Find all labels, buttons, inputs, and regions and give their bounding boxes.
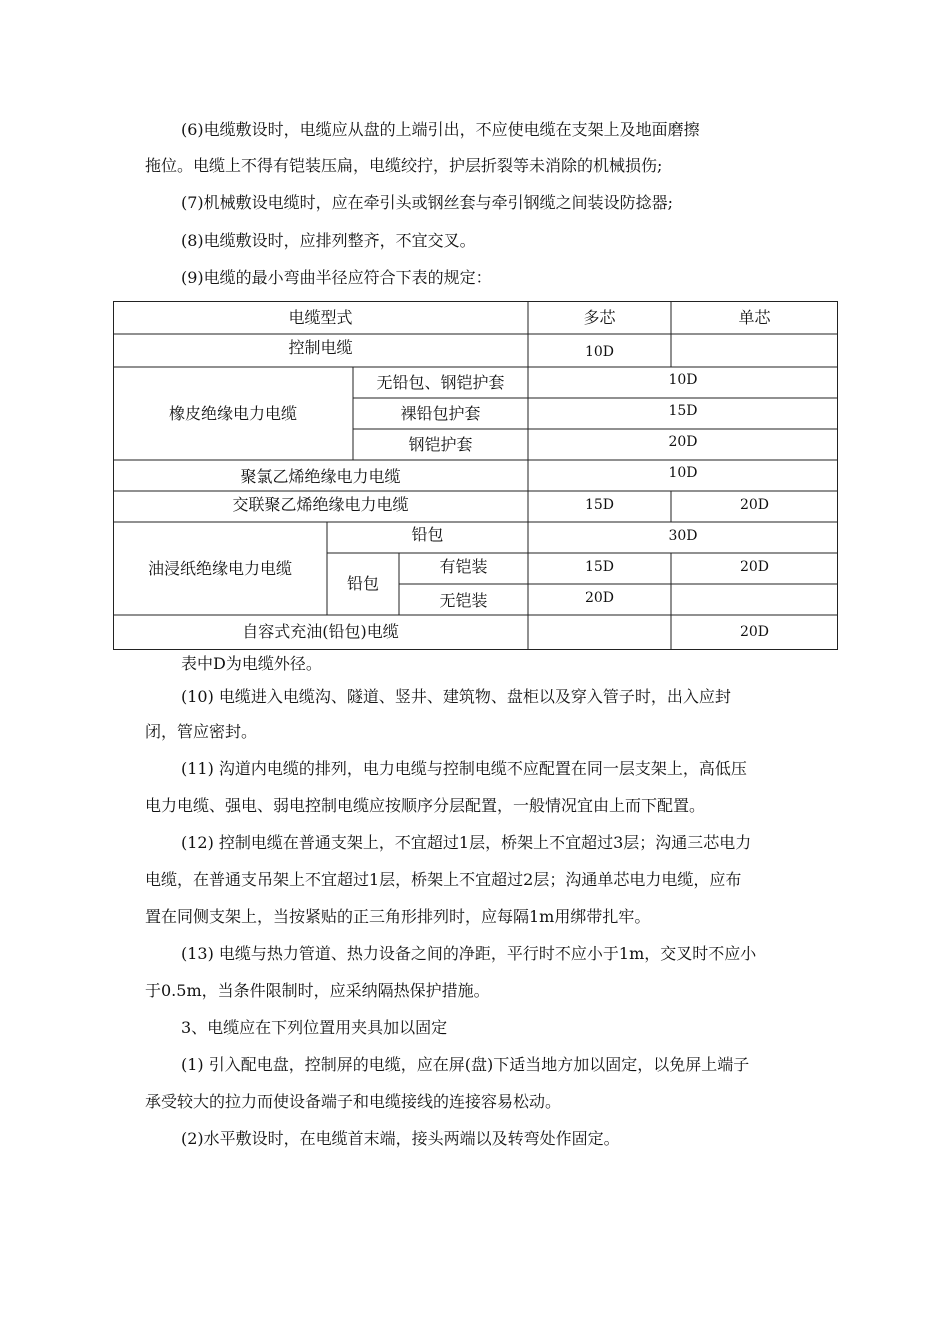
row-pvc-cable-value: 10D [668,465,698,481]
row-rubber-sub-1: 无铅包、钢铠护套 [376,372,505,392]
row-oil-lead-label: 铅包 [411,524,444,544]
paragraph-11-line-2: 电力电缆、强电、弱电控制电缆应按顺序分层配置，一般情况宜由上而下配置。 [145,796,706,815]
row-oil-unarmored-label: 无铠装 [439,590,488,610]
row-oil-lead-group-label: 铅包 [346,574,379,593]
row-rubber-cable-label: 橡皮绝缘电力电缆 [168,403,297,423]
paragraph-12-line-1: (12) 控制电缆在普通支架上，不宜超过1层，桥架上不宜超过3层；沟通三芯电力 [181,833,752,852]
row-control-cable-label: 控制电缆 [288,338,353,357]
row-xlpe-cable-label: 交联聚乙烯绝缘电力电缆 [232,494,409,514]
paragraph-13-line-1: (13) 电缆与热力管道、热力设备之间的净距，平行时不应小于1m，交叉时不应小 [181,944,757,963]
header-single-core: 单芯 [738,308,771,327]
row-oil-unarmored-multi: 20D [584,589,615,606]
table-note: 表中D为电缆外径。 [181,654,322,673]
paragraph-7: (7)机械敷设电缆时，应在牵引头或钢丝套与牵引钢缆之间装设防捻器; [181,193,674,212]
row-rubber-sub-3-value: 20D [668,434,698,450]
row-xlpe-cable-multi: 15D [584,496,615,513]
row-oil-paper-cable-label: 油浸纸绝缘电力电缆 [147,558,292,578]
row-self-contained-cable-label: 自容式充油(铅包)电缆 [242,621,399,641]
row-rubber-sub-1-value: 10D [668,372,698,388]
section-3-item-1-line-2: 承受较大的拉力而使设备端子和电缆接线的连接容易松动。 [145,1092,562,1111]
row-rubber-sub-2-value: 15D [668,403,698,419]
header-cable-type: 电缆型式 [288,308,353,327]
paragraph-11-line-1: (11) 沟道内电缆的排列，电力电缆与控制电缆不应配置在同一层支架上，高低压 [181,759,747,778]
row-oil-armored-single: 20D [739,558,770,575]
paragraph-6-line-1: (6)电缆敷设时，电缆应从盘的上端引出，不应使电缆在支架上及地面磨擦 [181,120,700,139]
row-xlpe-cable-single: 20D [739,496,770,513]
section-3-heading: 3、电缆应在下列位置用夹具加以固定 [181,1018,448,1037]
paragraph-10-line-2: 闭，管应密封。 [145,722,258,741]
section-3-item-1-line-1: (1) 引入配电盘，控制屏的电缆，应在屏(盘)下适当地方加以固定，以免屏上端子 [181,1055,750,1074]
paragraph-12-line-3: 置在同侧支架上，当按紧贴的正三角形排列时，应每隔1m用绑带扎牢。 [145,907,651,926]
row-rubber-sub-2: 裸铅包护套 [400,403,481,423]
row-oil-armored-label: 有铠装 [439,556,488,576]
row-oil-lead-value: 30D [668,527,698,544]
row-rubber-sub-3: 钢铠护套 [408,434,473,454]
paragraph-8: (8)电缆敷设时，应排列整齐，不宜交叉。 [181,231,476,250]
paragraph-9: (9)电缆的最小弯曲半径应符合下表的规定： [181,268,492,287]
paragraph-13-line-2: 于0.5m，当条件限制时，应采纳隔热保护措施。 [145,981,490,1000]
row-oil-armored-multi: 15D [584,558,615,575]
row-control-cable-multi: 10D [584,344,615,360]
row-self-contained-cable-single: 20D [739,623,770,640]
section-3-item-2: (2)水平敷设时，在电缆首末端，接头两端以及转弯处作固定。 [181,1129,620,1148]
row-pvc-cable-label: 聚氯乙烯绝缘电力电缆 [240,466,401,486]
paragraph-10-line-1: (10) 电缆进入电缆沟、隧道、竖井、建筑物、盘柜以及穿入管子时，出入应封 [181,687,731,706]
bending-radius-table [113,301,838,650]
paragraph-12-line-2: 电缆，在普通支吊架上不宜超过1层，桥架上不宜超过2层；沟通单芯电力电缆，应布 [145,870,742,889]
header-multi-core: 多芯 [583,308,616,327]
paragraph-6-line-2: 拖位。电缆上不得有铠装压扁，电缆绞拧，护层折裂等未消除的机械损伤; [145,156,663,175]
